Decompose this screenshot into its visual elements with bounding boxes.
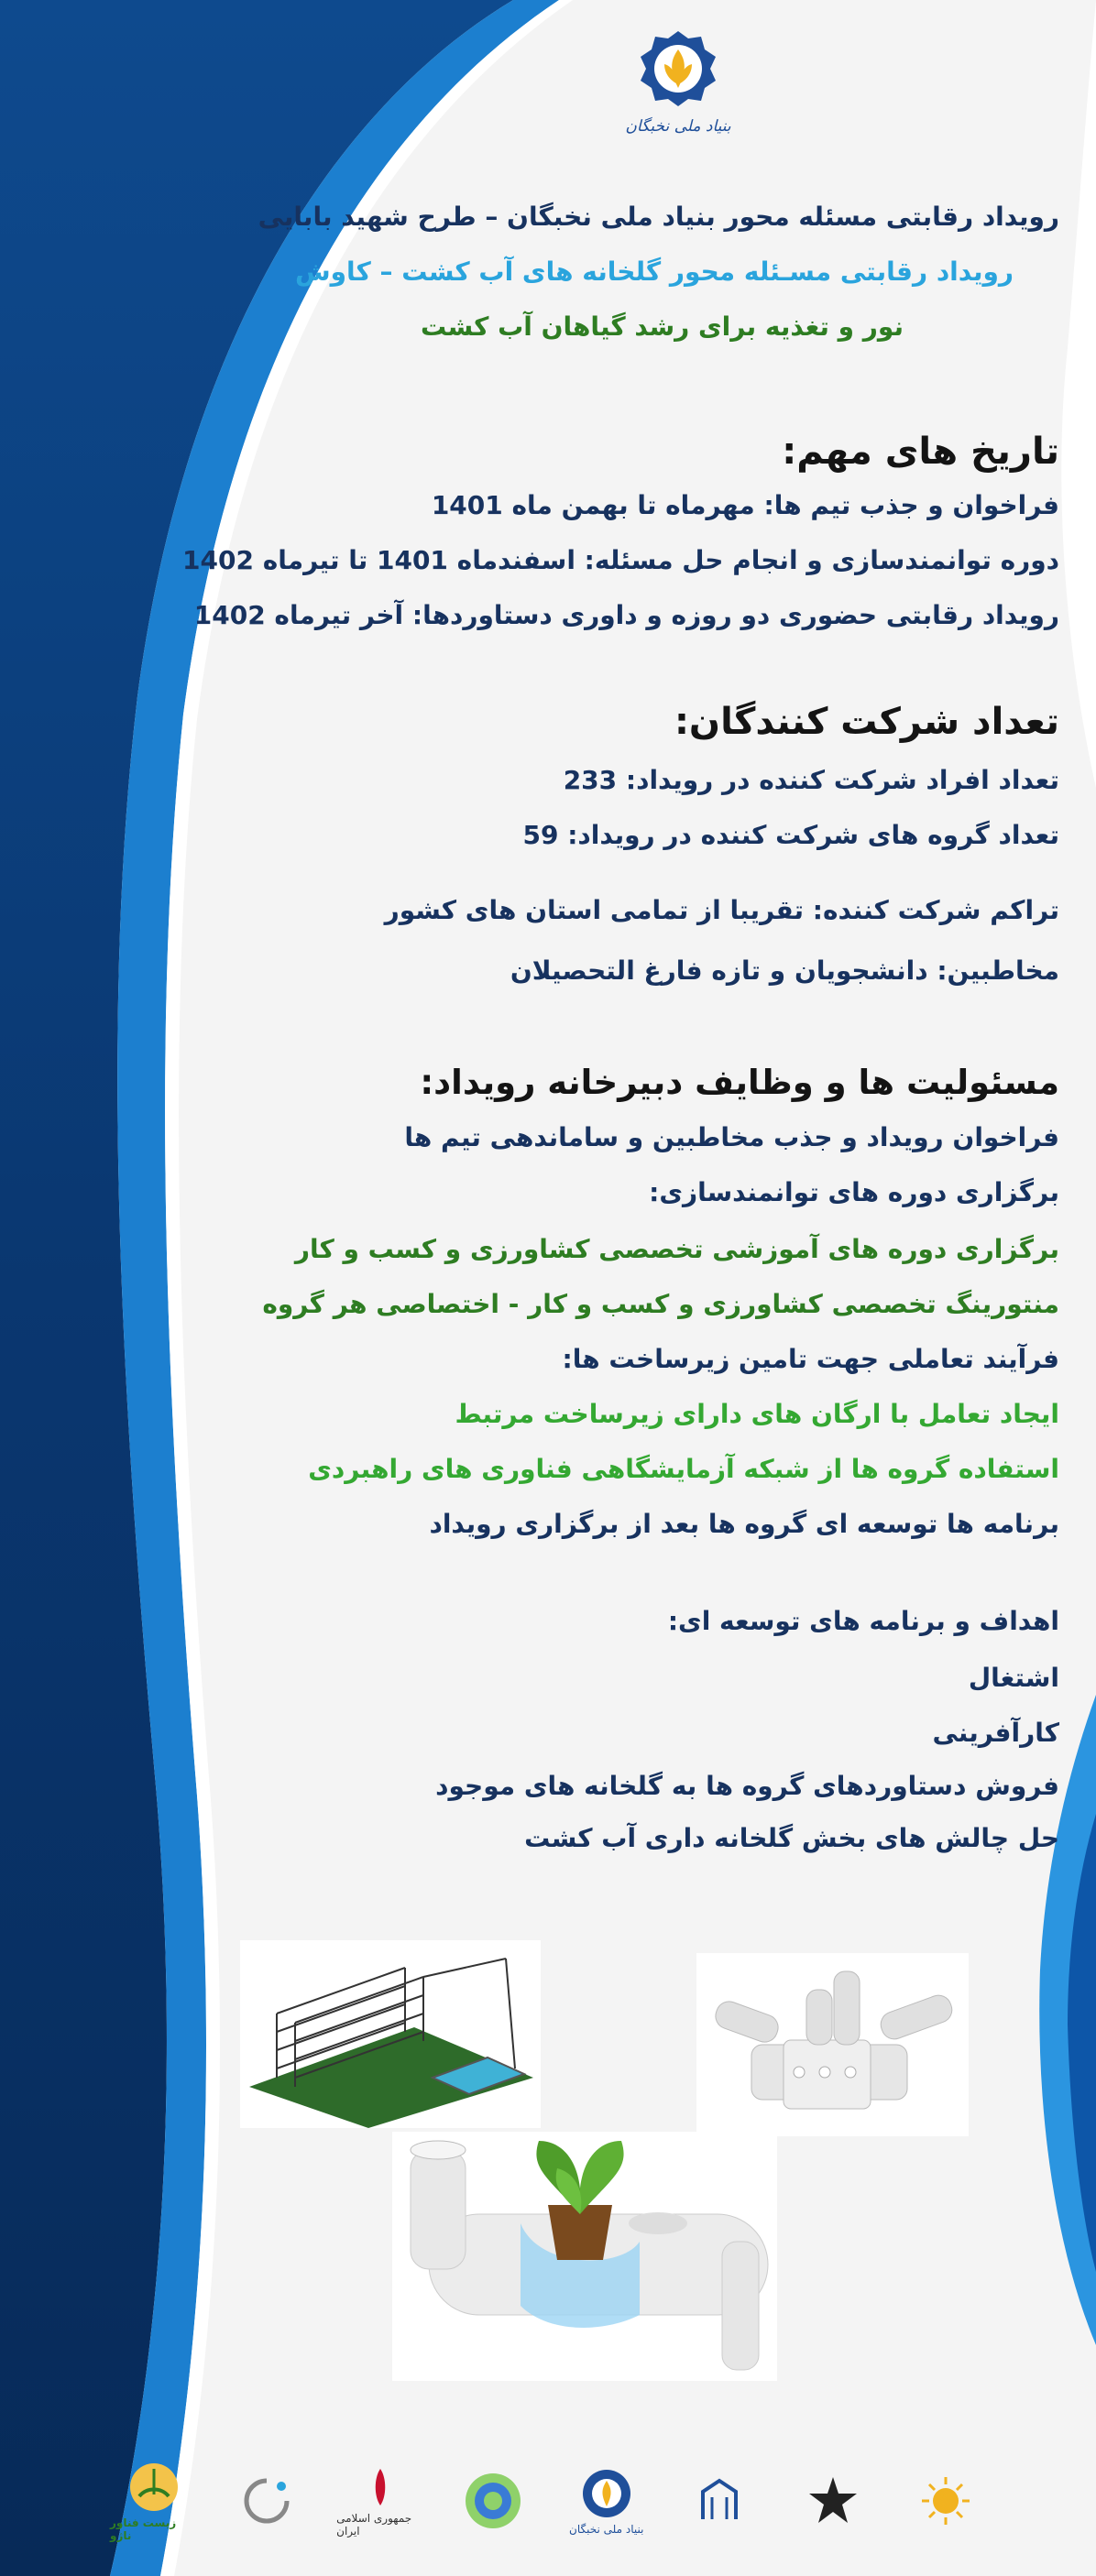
foundation-small-icon [579, 2466, 634, 2521]
date-item: دوره توانمندسازی و انجام حل مسئله: اسفندماه 1401 تا تیرماه 1402 [182, 545, 1059, 575]
goal-item: اشتغال [968, 1663, 1059, 1693]
partner-logo [789, 2458, 876, 2545]
goal-item: حل چالش های بخش گلخانه داری آب کشت [524, 1823, 1059, 1853]
circular-arrows-icon [239, 2473, 294, 2528]
responsibility-item: فرآیند تعاملی جهت تامین زیرساخت ها: [562, 1344, 1059, 1374]
partner-logo [224, 2458, 311, 2545]
pipe-plant-illustration [392, 2132, 777, 2381]
participants-groups: تعداد گروه های شرکت کننده در رویداد: 59 [522, 820, 1059, 850]
goals-heading: اهداف و برنامه های توسعه ای: [667, 1606, 1059, 1636]
dates-heading: تاریخ های مهم: [782, 431, 1059, 473]
partner-logo-label: جمهوری اسلامی ایران [336, 2512, 412, 2538]
responsibility-item: برنامه ها توسعه ای گروه ها بعد از برگزاری رویداد [429, 1509, 1059, 1539]
responsibility-item: منتورینگ تخصصی کشاورزی و کسب و کار - اختصاصی هر گروه [262, 1289, 1059, 1319]
participants-individuals: تعداد افراد شرکت کننده در رویداد: 233 [563, 765, 1059, 795]
foundation-emblem-icon [637, 27, 719, 110]
wheat-logo-icon [126, 2460, 181, 2515]
participants-distribution: تراکم شرکت کننده: تقریبا از تمامی استان های کشور [384, 895, 1059, 925]
partner-logo [110, 2458, 197, 2545]
elite-foundation-logo [623, 27, 733, 165]
sun-logo-icon [918, 2473, 973, 2528]
responsibility-item: برگزاری دوره های آموزشی تخصصی کشاورزی و کسب و کار [294, 1234, 1059, 1264]
partner-logo [563, 2458, 650, 2545]
partner-logos [110, 2455, 990, 2547]
star-logo-icon [806, 2473, 860, 2528]
hydroponic-rack-illustration [240, 1940, 541, 2128]
partner-logo-label: زیست فناور ناژو [110, 2516, 177, 2542]
partner-logo [903, 2458, 990, 2545]
title-line-1: رویداد رقابتی مسئله محور بنیاد ملی نخبگان – طرح شهید بابایی [258, 202, 1059, 232]
green-globe-icon [461, 2469, 525, 2533]
partner-logo [676, 2458, 763, 2545]
responsibility-item: استفاده گروه ها از شبکه آزمایشگاهی فناوری های راهبردی [308, 1454, 1059, 1484]
iran-emblem-icon [357, 2464, 403, 2510]
responsibility-item: ایجاد تعامل با ارگان های دارای زیرساخت مرتبط [455, 1399, 1059, 1429]
logo-caption: بنیاد ملی نخبگان [625, 117, 731, 136]
responsibilities-heading: مسئولیت ها و وظایف دبیرخانه رویداد: [420, 1063, 1059, 1102]
goal-item: کارآفرینی [932, 1718, 1059, 1748]
pipe-fitting-illustration [696, 1953, 969, 2136]
responsibility-item: فراخوان رویداد و جذب مخاطبین و ساماندهی تیم ها [404, 1122, 1059, 1152]
participants-audience: مخاطبین: دانشجویان و تازه فارغ التحصیلان [510, 955, 1059, 986]
partner-logo [336, 2458, 423, 2545]
partner-logo [450, 2458, 537, 2545]
partner-logo-label: بنیاد ملی نخبگان [569, 2523, 644, 2536]
title-line-3: نور و تغذیه برای رشد گیاهان آب کشت [420, 311, 904, 342]
title-line-2: رویداد رقابتی مسـئله محور گلخانه های آب کشت – کاوش [294, 257, 1014, 287]
participants-heading: تعداد شرکت کنندگان: [674, 701, 1059, 743]
university-logo-icon [692, 2473, 747, 2528]
goal-item: فروش دستاوردهای گروه ها به گلخانه های موجود [435, 1771, 1059, 1801]
responsibility-item: برگزاری دوره های توانمندسازی: [649, 1177, 1059, 1207]
date-item: فراخوان و جذب تیم ها: مهرماه تا بهمن ماه 1401 [431, 490, 1059, 520]
date-item: رویداد رقابتی حضوری دو روزه و داوری دستاوردها: آخر تیرماه 1402 [193, 600, 1059, 630]
